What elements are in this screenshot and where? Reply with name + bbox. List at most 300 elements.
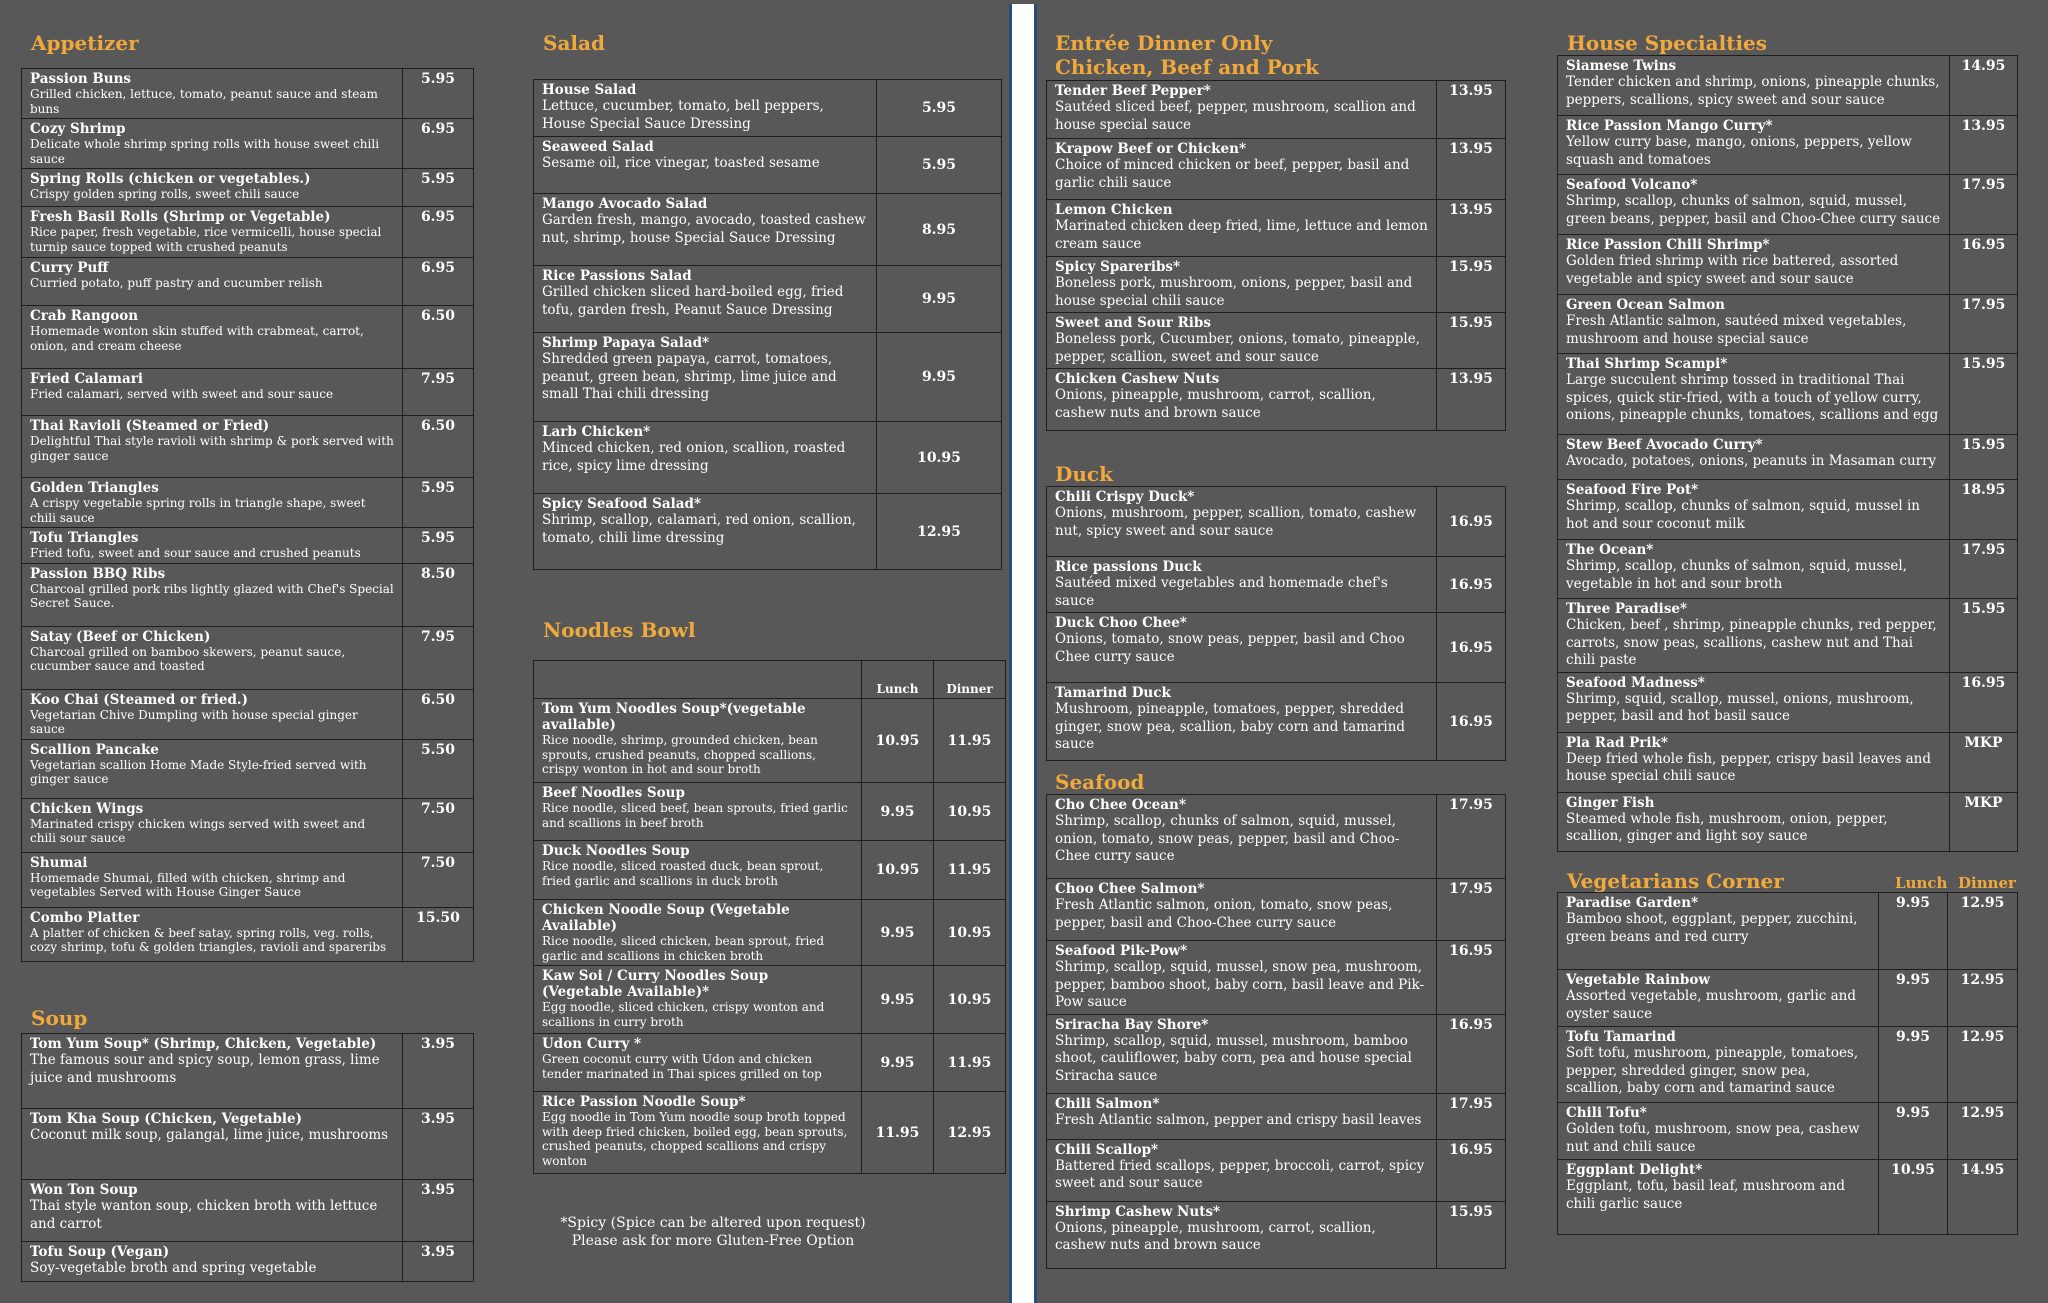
appetizer-item-price: 7.50 [403, 798, 474, 852]
noodles-row [534, 699, 1006, 783]
seafood-item-desc: Shrimp, scallop, squid, mussel, snow pea, mushroom, pepper, bamboo shoot, baby corn, basil leave and Pik-Pow sauce [1055, 959, 1425, 1010]
noodles-dinner-header: Dinner [934, 661, 1006, 699]
house-item-cell [1558, 435, 1950, 480]
house-item-price: 15.95 [1950, 599, 2018, 673]
appetizer-item-price: 6.95 [403, 258, 474, 306]
appetizer-row [22, 207, 474, 258]
veg-item-dinner-price: 12.95 [1948, 1027, 2018, 1103]
veg-item-lunch-price: 9.95 [1879, 1027, 1948, 1103]
seafood-item-price: 16.95 [1437, 1139, 1506, 1201]
appetizer-item-cell [22, 478, 403, 528]
appetizer-item-desc: Marinated crispy chicken wings served with sweet and chili sour sauce [30, 816, 366, 845]
appetizer-row [22, 739, 474, 798]
entree-item-name: Krapow Beef or Chicken* [1055, 141, 1246, 157]
salad-item-cell [534, 194, 877, 266]
house-item-cell [1558, 56, 1950, 116]
seafood-item-desc: Fresh Atlantic salmon, onion, tomato, snow peas, pepper, basil and Choo-Chee curry sauce [1055, 897, 1393, 931]
appetizer-item-price: 6.50 [403, 416, 474, 478]
seafood-item-name: Chili Salmon* [1055, 1095, 1160, 1112]
noodles-item-cell [534, 783, 862, 841]
salad-heading: Salad [543, 31, 605, 55]
salad-item-desc: Sesame oil, rice vinegar, toasted sesame [542, 155, 820, 171]
duck-item-name: Duck Choo Chee* [1055, 615, 1187, 631]
salad-table [533, 79, 1002, 570]
appetizer-row [22, 528, 474, 564]
duck-table [1046, 486, 1506, 761]
noodles-item-cell [534, 900, 862, 966]
appetizer-item-name: Scallion Pancake [30, 741, 159, 758]
soup-heading: Soup [31, 1006, 88, 1030]
noodles-item-name: Duck Noodles Soup [542, 843, 690, 859]
veg-item-desc: Soft tofu, mushroom, pineapple, tomatoes, pepper, shredded ginger, snow pea, scallion, baby corn and tamarind sauce [1566, 1045, 1859, 1096]
appetizer-item-desc: Vegetarian Chive Dumpling with house special ginger sauce [30, 707, 358, 736]
duck-item-cell [1047, 683, 1437, 761]
appetizer-row [22, 119, 474, 169]
veg-item-lunch-price: 9.95 [1879, 893, 1948, 970]
salad-row [534, 333, 1002, 422]
duck-item-price: 16.95 [1437, 557, 1506, 613]
house-item-desc: Fresh Atlantic salmon, sautéed mixed vegetables, mushroom and house special sauce [1566, 313, 1907, 347]
noodles-item-cell [534, 1092, 862, 1174]
house-item-price: 17.95 [1950, 175, 2018, 235]
appetizer-item-name: Fresh Basil Rolls (Shrimp or Vegetable) [30, 209, 331, 225]
entree-item-price: 13.95 [1437, 139, 1506, 200]
salad-item-cell [534, 494, 877, 570]
noodles-item-dinner-price: 11.95 [934, 841, 1006, 900]
noodles-item-lunch-price: 10.95 [862, 841, 934, 900]
salad-item-price: 9.95 [877, 333, 1002, 422]
noodles-item-lunch-price: 9.95 [862, 783, 934, 841]
veg-item-name: Chili Tofu* [1566, 1105, 1647, 1121]
house-item-name: Seafood Fire Pot* [1566, 482, 1699, 498]
appetizer-item-desc: A platter of chicken & beef satay, spring rolls, veg. rolls, cozy shrimp, tofu & golden triangles, ravioli and spareribs [30, 925, 387, 954]
gluten-free-note: Please ask for more Gluten-Free Option [571, 1233, 855, 1249]
appetizer-item-desc: Curried potato, puff pastry and cucumber relish [30, 276, 323, 290]
entree-item-desc: Boneless pork, mushroom, onions, pepper, basil and house special chili sauce [1055, 275, 1413, 309]
appetizer-item-cell [22, 689, 403, 739]
appetizer-item-name: Satay (Beef or Chicken) [30, 628, 211, 645]
appetizer-item-desc: Grilled chicken, lettuce, tomato, peanut sauce and steam buns [30, 87, 378, 116]
appetizer-item-price: 6.95 [403, 207, 474, 258]
soup-item-name: Tom Kha Soup (Chicken, Vegetable) [30, 1111, 303, 1127]
appetizer-item-name: Curry Puff [30, 260, 109, 276]
veg-item-desc: Eggplant, tofu, basil leaf, mushroom and chili garlic sauce [1566, 1178, 1845, 1212]
veg-heading: Vegetarians Corner [1567, 869, 1784, 893]
house-item-name: Seafood Volcano* [1566, 177, 1698, 193]
soup-item-cell [22, 1109, 403, 1180]
appetizer-item-price: 5.95 [403, 169, 474, 207]
entree-item-name: Chicken Cashew Nuts [1055, 371, 1220, 387]
soup-table [21, 1033, 474, 1282]
seafood-heading: Seafood [1055, 770, 1145, 794]
veg-item-cell [1558, 970, 1879, 1027]
salad-item-desc: Garden fresh, mango, avocado, toasted cashew nut, shrimp, house Special Sauce Dressing [542, 212, 866, 246]
entree-item-cell [1047, 369, 1437, 431]
entree-item-name: Tender Beef Pepper* [1055, 83, 1211, 99]
house-item-price: 18.95 [1950, 480, 2018, 540]
appetizer-row [22, 169, 474, 207]
veg-row [1558, 893, 2018, 970]
house-item-price: 16.95 [1950, 235, 2018, 295]
spicy-note: *Spicy (Spice can be altered upon request) [560, 1215, 866, 1231]
noodles-row [534, 1034, 1006, 1092]
appetizer-row [22, 306, 474, 369]
veg-row [1558, 970, 2018, 1027]
salad-row [534, 80, 1002, 137]
house-item-name: Siamese Twins [1566, 58, 1677, 74]
noodles-item-name: Beef Noodles Soup [542, 785, 685, 801]
appetizer-item-desc: Homemade Shumai, filled with chicken, shrimp and vegetables Served with House Ginger Sauce [30, 870, 346, 899]
soup-item-name: Won Ton Soup [30, 1182, 138, 1198]
house-item-desc: Yellow curry base, mango, onions, peppers, yellow squash and tomatoes [1566, 134, 1912, 168]
appetizer-row [22, 563, 474, 626]
appetizer-item-cell [22, 563, 403, 626]
house-row [1558, 480, 2018, 540]
house-row [1558, 672, 2018, 732]
noodles-row [534, 966, 1006, 1034]
soup-item-desc: Soy-vegetable broth and spring vegetable [30, 1260, 317, 1276]
soup-row [22, 1180, 474, 1242]
noodles-item-lunch-price: 9.95 [862, 966, 934, 1034]
salad-item-price: 10.95 [877, 422, 1002, 494]
soup-item-desc: Coconut milk soup, galangal, lime juice, mushrooms [30, 1127, 389, 1143]
soup-row [22, 1109, 474, 1180]
entree-item-price: 13.95 [1437, 369, 1506, 431]
noodles-lunch-header: Lunch [862, 661, 934, 699]
veg-item-name: Paradise Garden* [1566, 895, 1699, 911]
soup-item-name: Tom Yum Soup* (Shrimp, Chicken, Vegetable) [30, 1036, 377, 1052]
house-item-price: 17.95 [1950, 540, 2018, 599]
salad-item-name: Seaweed Salad [542, 139, 654, 155]
veg-item-dinner-price: 12.95 [1948, 1103, 2018, 1160]
noodles-item-lunch-price: 10.95 [862, 699, 934, 783]
appetizer-item-price: 6.95 [403, 119, 474, 169]
duck-row [1047, 683, 1506, 761]
veg-item-desc: Golden tofu, mushroom, snow pea, cashew nut and chili sauce [1566, 1121, 1860, 1155]
noodles-header-row [534, 661, 1006, 699]
house-heading: House Specialties [1567, 31, 1768, 55]
noodles-item-cell [534, 699, 862, 783]
salad-row [534, 137, 1002, 194]
duck-item-price: 16.95 [1437, 683, 1506, 761]
house-item-name: Seafood Madness* [1566, 674, 1705, 691]
soup-item-desc: Thai style wanton soup, chicken broth with lettuce and carrot [30, 1198, 378, 1232]
house-row [1558, 732, 2018, 792]
entree-item-desc: Marinated chicken deep fried, lime, lettuce and lemon cream sauce [1055, 218, 1428, 252]
veg-dinner-label: Dinner [1958, 874, 2016, 892]
house-item-desc: Shrimp, squid, scallop, mussel, onions, mushroom, pepper, basil and hot basil sauce [1566, 690, 1914, 724]
appetizer-item-desc: Fried tofu, sweet and sour sauce and crushed peanuts [30, 546, 361, 560]
duck-row [1047, 613, 1506, 683]
noodles-item-desc: Rice noodle, sliced beef, bean sprouts, fried garlic and scallions in beef broth [542, 801, 848, 830]
noodles-item-dinner-price: 10.95 [934, 900, 1006, 966]
veg-row [1558, 1160, 2018, 1235]
appetizer-heading: Appetizer [31, 31, 139, 55]
soup-item-name: Tofu Soup (Vegan) [30, 1244, 170, 1260]
entree-item-price: 13.95 [1437, 200, 1506, 257]
appetizer-item-cell [22, 798, 403, 852]
appetizer-item-cell [22, 119, 403, 169]
appetizer-item-desc: Vegetarian scallion Home Made Style-fried served with ginger sauce [30, 757, 367, 786]
entree-item-cell [1047, 200, 1437, 257]
seafood-item-cell [1047, 1201, 1437, 1268]
duck-heading: Duck [1055, 462, 1113, 486]
house-item-name: Thai Shrimp Scampi* [1566, 356, 1728, 372]
seafood-item-desc: Fresh Atlantic salmon, pepper and crispy basil leaves [1055, 1111, 1422, 1128]
salad-item-name: Larb Chicken* [542, 424, 651, 440]
entree-row [1047, 200, 1506, 257]
entree-item-price: 13.95 [1437, 81, 1506, 139]
house-item-cell [1558, 354, 1950, 435]
noodles-item-name: Tom Yum Noodles Soup*(vegetable available) [542, 701, 806, 733]
noodles-item-desc: Egg noodle, sliced chicken, crispy wonton and scallions in curry broth [542, 1000, 825, 1029]
house-item-price: 17.95 [1950, 295, 2018, 354]
entree-item-desc: Choice of minced chicken or beef, pepper, basil and garlic chili sauce [1055, 157, 1410, 191]
salad-item-name: Spicy Seafood Salad* [542, 496, 701, 512]
appetizer-item-name: Shumai [30, 854, 88, 871]
house-item-cell [1558, 599, 1950, 673]
appetizer-item-price: 6.50 [403, 689, 474, 739]
noodles-row [534, 900, 1006, 966]
salad-item-price: 5.95 [877, 137, 1002, 194]
duck-item-desc: Onions, mushroom, pepper, scallion, tomato, cashew nut, spicy sweet and sour sauce [1055, 505, 1417, 539]
noodles-item-lunch-price: 11.95 [862, 1092, 934, 1174]
seafood-row [1047, 1093, 1506, 1139]
appetizer-item-name: Crab Rangoon [30, 308, 139, 324]
salad-item-cell [534, 422, 877, 494]
salad-item-desc: Lettuce, cucumber, tomato, bell peppers, House Special Sauce Dressing [542, 98, 824, 132]
house-item-cell [1558, 732, 1950, 792]
seafood-item-cell [1047, 1139, 1437, 1201]
soup-item-price: 3.95 [403, 1109, 474, 1180]
house-table [1557, 55, 2018, 852]
house-item-name: Green Ocean Salmon [1566, 297, 1725, 313]
veg-item-desc: Bamboo shoot, eggplant, pepper, zucchini, green beans and red curry [1566, 911, 1858, 945]
house-item-desc: Golden fried shrimp with rice battered, assorted vegetable and spicy sweet and sour sauce [1566, 253, 1899, 287]
appetizer-item-desc: Delicate whole shrimp spring rolls with house sweet chili sauce [30, 137, 380, 166]
veg-item-name: Eggplant Delight* [1566, 1162, 1703, 1178]
soup-item-price: 3.95 [403, 1034, 474, 1109]
house-item-price: MKP [1950, 732, 2018, 792]
noodles-item-desc: Rice noodle, shrimp, grounded chicken, bean sprouts, crushed peanuts, chopped scallions, crispy wonton in hot and sour broth [542, 733, 818, 776]
noodles-item-lunch-price: 9.95 [862, 900, 934, 966]
noodles-row [534, 841, 1006, 900]
appetizer-row [22, 626, 474, 689]
veg-item-dinner-price: 12.95 [1948, 893, 2018, 970]
appetizer-item-price: 7.50 [403, 852, 474, 907]
appetizer-item-name: Passion BBQ Ribs [30, 565, 166, 582]
entree-item-price: 15.95 [1437, 313, 1506, 369]
noodles-item-cell [534, 966, 862, 1034]
appetizer-item-name: Golden Triangles [30, 480, 159, 496]
duck-row [1047, 557, 1506, 613]
duck-item-desc: Onions, tomato, snow peas, pepper, basil and Choo Chee curry sauce [1055, 631, 1405, 665]
noodles-item-dinner-price: 11.95 [934, 1034, 1006, 1092]
appetizer-item-cell [22, 528, 403, 564]
veg-lunch-label: Lunch [1895, 874, 1948, 892]
appetizer-item-name: Tofu Triangles [30, 530, 139, 546]
appetizer-item-name: Combo Platter [30, 909, 140, 926]
seafood-row [1047, 795, 1506, 879]
entree-item-desc: Boneless pork, Cucumber, onions, tomato, pineapple, pepper, scallion, sweet and sour sauce [1055, 331, 1421, 365]
salad-row [534, 266, 1002, 333]
salad-item-cell [534, 137, 877, 194]
house-row [1558, 175, 2018, 235]
seafood-item-name: Chili Scallop* [1055, 1141, 1159, 1158]
seafood-item-cell [1047, 941, 1437, 1015]
appetizer-item-name: Chicken Wings [30, 800, 144, 817]
appetizer-item-name: Passion Buns [30, 71, 132, 87]
appetizer-item-name: Koo Chai (Steamed or fried.) [30, 691, 248, 708]
salad-item-price: 9.95 [877, 266, 1002, 333]
noodles-item-name: Kaw Soi / Curry Noodles Soup (Vegetable Available)* [542, 968, 769, 1000]
noodles-item-name: Rice Passion Noodle Soup* [542, 1094, 746, 1110]
seafood-item-desc: Shrimp, scallop, squid, mussel, mushroom, bamboo shoot, cauliflower, baby corn, pea and house special Sriracha sauce [1055, 1032, 1412, 1084]
veg-item-cell [1558, 1027, 1879, 1103]
salad-item-cell [534, 333, 877, 422]
seafood-item-price: 17.95 [1437, 1093, 1506, 1139]
seafood-row [1047, 1201, 1506, 1268]
seafood-item-price: 16.95 [1437, 941, 1506, 1015]
house-row [1558, 435, 2018, 480]
house-item-cell [1558, 175, 1950, 235]
veg-row [1558, 1103, 2018, 1160]
entree-item-price: 15.95 [1437, 257, 1506, 313]
house-item-price: 15.95 [1950, 354, 2018, 435]
entree-item-desc: Onions, pineapple, mushroom, carrot, scallion, cashew nuts and brown sauce [1055, 387, 1376, 421]
house-item-desc: Deep fried whole fish, pepper, crispy basil leaves and house special chili sauce [1566, 750, 1932, 784]
house-row [1558, 599, 2018, 673]
seafood-row [1047, 1014, 1506, 1093]
entree-item-cell [1047, 257, 1437, 313]
entree-item-name: Spicy Spareribs* [1055, 259, 1181, 275]
duck-item-cell [1047, 557, 1437, 613]
appetizer-item-desc: Charcoal grilled pork ribs lightly glazed with Chef's Special Secret Sauce. [30, 581, 394, 610]
salad-item-name: Shrimp Papaya Salad* [542, 335, 710, 351]
appetizer-item-name: Fried Calamari [30, 371, 143, 387]
noodles-item-desc: Rice noodle, sliced chicken, bean sprout, fried garlic and scallions in chicken broth [542, 934, 825, 963]
soup-item-cell [22, 1034, 403, 1109]
duck-item-desc: Mushroom, pineapple, tomatoes, pepper, shredded ginger, snow pea, scallion, baby corn and tamarind sauce [1055, 701, 1406, 752]
seafood-item-desc: Shrimp, scallop, chunks of salmon, squid, mussel, onion, tomato, snow peas, pepper, basil and Choo-Chee curry sauce [1055, 813, 1400, 864]
house-row [1558, 56, 2018, 116]
salad-item-desc: Shrimp, scallop, calamari, red onion, scallion, tomato, chili lime dressing [542, 512, 856, 546]
veg-table [1557, 892, 2018, 1235]
veg-item-desc: Assorted vegetable, mushroom, garlic and oyster sauce [1566, 988, 1857, 1022]
seafood-item-name: Shrimp Cashew Nuts* [1055, 1203, 1221, 1220]
appetizer-item-desc: A crispy vegetable spring rolls in triangle shape, sweet chili sauce [30, 496, 366, 525]
house-item-name: Ginger Fish [1566, 794, 1655, 811]
house-item-desc: Shrimp, scallop, chunks of salmon, squid, mussel, vegetable in hot and sour broth [1566, 558, 1907, 592]
appetizer-item-cell [22, 369, 403, 416]
house-item-price: 15.95 [1950, 435, 2018, 480]
noodles-header-blank [534, 661, 862, 699]
appetizer-row [22, 798, 474, 852]
seafood-item-cell [1047, 795, 1437, 879]
soup-item-cell [22, 1180, 403, 1242]
house-item-price: 14.95 [1950, 56, 2018, 116]
salad-item-desc: Minced chicken, red onion, scallion, roasted rice, spicy lime dressing [542, 440, 846, 474]
appetizer-row [22, 907, 474, 961]
house-item-name: Three Paradise* [1566, 601, 1688, 617]
soup-row [22, 1034, 474, 1109]
salad-row [534, 494, 1002, 570]
appetizer-item-cell [22, 739, 403, 798]
appetizer-item-desc: Rice paper, fresh vegetable, rice vermicelli, house special turnip sauce topped with crushed peanuts [30, 225, 382, 254]
appetizer-item-price: 8.50 [403, 563, 474, 626]
appetizer-item-cell [22, 852, 403, 907]
seafood-item-price: 15.95 [1437, 1201, 1506, 1268]
soup-item-cell [22, 1242, 403, 1282]
seafood-item-name: Seafood Pik-Pow* [1055, 943, 1188, 959]
noodles-item-name: Udon Curry * [542, 1036, 642, 1052]
noodles-item-dinner-price: 12.95 [934, 1092, 1006, 1174]
noodles-item-cell [534, 841, 862, 900]
appetizer-item-cell [22, 416, 403, 478]
seafood-item-name: Choo Chee Salmon* [1055, 881, 1205, 897]
appetizer-item-price: 15.50 [403, 907, 474, 961]
seafood-item-cell [1047, 1014, 1437, 1093]
seafood-item-desc: Battered fried scallops, pepper, broccoli, carrot, spicy sweet and sour sauce [1055, 1157, 1425, 1191]
appetizer-row [22, 258, 474, 306]
entree-heading: Entrée Dinner Only [1055, 31, 1273, 55]
soup-item-price: 3.95 [403, 1242, 474, 1282]
house-item-desc: Shrimp, scallop, chunks of salmon, squid, mussel in hot and sour coconut milk [1566, 498, 1920, 532]
entree-item-cell [1047, 81, 1437, 139]
noodles-item-dinner-price: 11.95 [934, 699, 1006, 783]
noodles-item-name: Chicken Noodle Soup (Vegetable Available) [542, 902, 790, 934]
house-item-name: Stew Beef Avocado Curry* [1566, 437, 1763, 453]
duck-item-name: Chili Crispy Duck* [1055, 489, 1195, 505]
house-item-name: Rice Passion Mango Curry* [1566, 118, 1773, 134]
house-item-cell [1558, 235, 1950, 295]
appetizer-row [22, 852, 474, 907]
salad-row [534, 422, 1002, 494]
noodles-item-dinner-price: 10.95 [934, 783, 1006, 841]
noodles-item-dinner-price: 10.95 [934, 966, 1006, 1034]
salad-item-desc: Grilled chicken sliced hard-boiled egg, fried tofu, garden fresh, Peanut Sauce Dressing [542, 284, 844, 318]
appetizer-item-cell [22, 907, 403, 961]
salad-item-name: House Salad [542, 82, 637, 98]
appetizer-row [22, 416, 474, 478]
house-item-cell [1558, 480, 1950, 540]
house-item-price: 13.95 [1950, 116, 2018, 175]
entree-item-cell [1047, 139, 1437, 200]
duck-item-price: 16.95 [1437, 487, 1506, 557]
seafood-row [1047, 879, 1506, 941]
seafood-item-name: Cho Chee Ocean* [1055, 797, 1186, 813]
entree-item-desc: Sautéed sliced beef, pepper, mushroom, scallion and house special sauce [1055, 99, 1416, 133]
appetizer-item-name: Thai Ravioli (Steamed or Fried) [30, 418, 270, 434]
veg-item-dinner-price: 12.95 [1948, 970, 2018, 1027]
noodles-item-cell [534, 1034, 862, 1092]
appetizer-item-cell [22, 306, 403, 369]
duck-item-name: Tamarind Duck [1055, 685, 1171, 701]
entree-row [1047, 257, 1506, 313]
house-item-desc: Avocado, potatoes, onions, peanuts in Masaman curry [1566, 453, 1937, 469]
noodles-item-desc: Egg noodle in Tom Yum noodle soup broth topped with deep fried chicken, boiled egg, bean sprouts, crushed peanuts, chopped scallions and crispy wonton [542, 1110, 848, 1168]
duck-item-desc: Sautéed mixed vegetables and homemade chef's sauce [1055, 575, 1388, 609]
house-item-desc: Shrimp, scallop, chunks of salmon, squid, mussel, green beans, pepper, basil and Choo-Chee curry sauce [1566, 193, 1941, 227]
house-item-desc: Chicken, beef , shrimp, pineapple chunks, red pepper, carrots, snow peas, scallions, cashew nut and Thai chili paste [1566, 617, 1937, 668]
entree-row [1047, 369, 1506, 431]
veg-item-lunch-price: 10.95 [1879, 1160, 1948, 1235]
appetizer-row [22, 478, 474, 528]
house-item-cell [1558, 540, 1950, 599]
salad-item-name: Rice Passions Salad [542, 268, 692, 284]
appetizer-item-cell [22, 258, 403, 306]
appetizer-item-price: 5.95 [403, 478, 474, 528]
